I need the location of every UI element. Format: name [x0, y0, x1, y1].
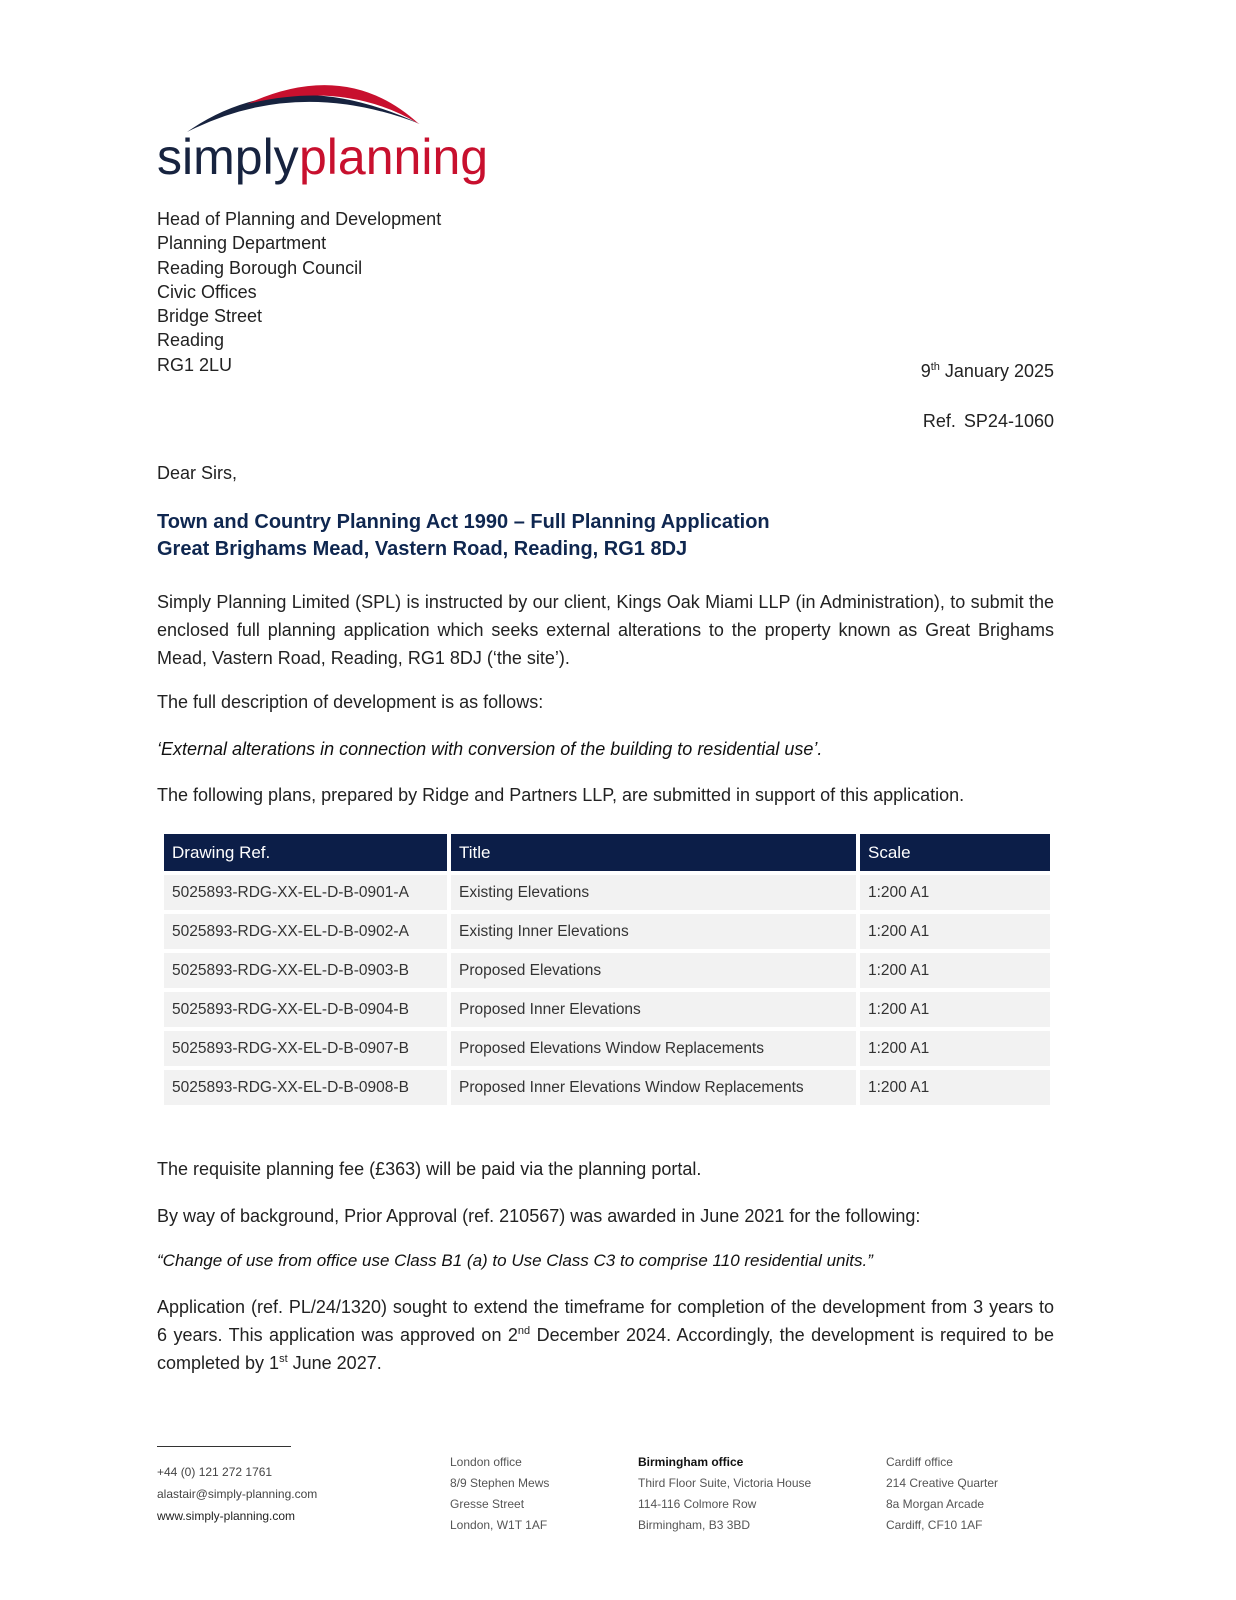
address-line: Bridge Street — [157, 306, 263, 327]
address-line: Civic Offices — [157, 281, 257, 302]
table-row — [164, 875, 1050, 910]
recipient-address — [157, 207, 441, 377]
fee-paragraph: The requisite planning fee (£363) will be paid via the planning portal. — [157, 1159, 702, 1179]
cell-drawing-ref: 5025893-RDG-XX-EL-D-B-0904-B — [164, 992, 447, 1027]
date-rest: January 2025 — [939, 361, 1054, 381]
application-sup-nd: nd — [517, 1325, 531, 1337]
subject-heading — [157, 509, 770, 563]
date-suffix: th — [930, 361, 940, 373]
description-intro: The full description of development is as follows: — [157, 692, 544, 712]
cell-title: Proposed Inner Elevations Window Replacements — [451, 1070, 856, 1105]
cell-title: Proposed Elevations — [451, 953, 856, 988]
cell-scale: 1:200 A1 — [860, 1070, 1050, 1105]
footer-birmingham-office — [638, 1452, 811, 1536]
birmingham-address-line: Birmingham, B3 3BD — [638, 1518, 751, 1532]
cell-scale: 1:200 A1 — [860, 953, 1050, 988]
logo-text-simply: simply — [157, 129, 299, 185]
application-text-a: Application (ref. PL/24/1320) sought to extend the timeframe for completion of the development from 3 years to 6 years. This application was approved on 2 — [157, 1297, 1054, 1345]
cardiff-address-line: 214 Creative Quarter — [886, 1476, 999, 1490]
birmingham-address-line: Third Floor Suite, Victoria House — [638, 1476, 812, 1490]
footer-london-office — [450, 1452, 549, 1536]
address-line: Reading — [157, 330, 225, 351]
development-description: ‘External alterations in connection with conversion of the building to residential use’. — [157, 739, 823, 759]
cell-drawing-ref: 5025893-RDG-XX-EL-D-B-0901-A — [164, 875, 447, 910]
london-address-line: London, W1T 1AF — [450, 1518, 548, 1532]
logo-swoosh-red — [247, 85, 419, 124]
reference-value: SP24-1060 — [963, 411, 1054, 431]
letter-reference — [923, 411, 1054, 432]
background-paragraph: By way of background, Prior Approval (ref. 210567) was awarded in June 2021 for the following: — [157, 1206, 921, 1226]
intro-paragraph: Simply Planning Limited (SPL) is instructed by our client, Kings Oak Miami LLP (in Administration), to submit the enclosed full planning application which seeks external alterations to the property known as Great Brighams Mead, Vastern Road, Reading, RG1 8DJ (‘the site’). — [157, 592, 1054, 668]
cell-drawing-ref: 5025893-RDG-XX-EL-D-B-0908-B — [164, 1070, 447, 1105]
footer-cardiff-office — [886, 1452, 998, 1536]
date-day: 9 — [920, 361, 931, 381]
cell-scale: 1:200 A1 — [860, 992, 1050, 1027]
cardiff-address-line: 8a Morgan Arcade — [886, 1497, 985, 1511]
header-scale: Scale — [860, 834, 1050, 871]
footer-website[interactable]: www.simply-planning.com — [157, 1509, 296, 1523]
footer-divider — [157, 1446, 291, 1447]
address-line: Reading Borough Council — [157, 257, 363, 278]
cell-drawing-ref: 5025893-RDG-XX-EL-D-B-0907-B — [164, 1031, 447, 1066]
address-line: RG1 2LU — [157, 354, 233, 375]
london-office-title: London office — [450, 1455, 522, 1469]
cell-drawing-ref: 5025893-RDG-XX-EL-D-B-0903-B — [164, 953, 447, 988]
birmingham-office-title: Birmingham office — [638, 1455, 744, 1469]
cell-scale: 1:200 A1 — [860, 1031, 1050, 1066]
cell-scale: 1:200 A1 — [860, 875, 1050, 910]
table-row — [164, 953, 1050, 988]
footer-contact — [157, 1461, 317, 1527]
header-title: Title — [451, 834, 856, 871]
address-line: Planning Department — [157, 233, 327, 254]
table-row — [164, 914, 1050, 949]
application-text-b: December 2024. Accordingly, the development is required to be completed by 1 — [157, 1325, 1054, 1373]
cell-title: Existing Elevations — [451, 875, 856, 910]
cell-title: Existing Inner Elevations — [451, 914, 856, 949]
birmingham-address-line: 114-116 Colmore Row — [638, 1497, 757, 1511]
company-logo — [157, 74, 497, 192]
table-row — [164, 992, 1050, 1027]
logo-text-planning: planning — [299, 129, 489, 185]
header-drawing-ref: Drawing Ref. — [164, 834, 447, 871]
application-text-c: June 2027. — [287, 1353, 382, 1373]
cardiff-office-title: Cardiff office — [886, 1455, 953, 1469]
salutation: Dear Sirs, — [157, 463, 238, 483]
plans-table — [160, 830, 1054, 1109]
subject-line-1: Town and Country Planning Act 1990 – Full Planning Application — [157, 511, 770, 533]
letter-date — [921, 361, 1054, 382]
footer-email[interactable]: alastair@simply-planning.com — [157, 1487, 318, 1501]
subject-line-2: Great Brighams Mead, Vastern Road, Reading, RG1 8DJ — [157, 538, 688, 560]
application-sup-st: st — [279, 1353, 288, 1365]
footer-phone: +44 (0) 121 272 1761 — [157, 1465, 273, 1479]
prior-approval-quote: “Change of use from office use Class B1 (a) to Use Class C3 to comprise 110 residential units.” — [157, 1251, 873, 1270]
logo-mark — [157, 74, 497, 192]
cardiff-address-line: Cardiff, CF10 1AF — [886, 1518, 983, 1532]
address-line: Head of Planning and Development — [157, 209, 442, 229]
cell-title: Proposed Inner Elevations — [451, 992, 856, 1027]
table-header-row — [164, 834, 1050, 871]
application-paragraph — [157, 1293, 1054, 1377]
reference-label: Ref. — [922, 411, 956, 431]
london-address-line: 8/9 Stephen Mews — [450, 1476, 550, 1490]
london-address-line: Gresse Street — [450, 1497, 525, 1511]
cell-drawing-ref: 5025893-RDG-XX-EL-D-B-0902-A — [164, 914, 447, 949]
table-row — [164, 1070, 1050, 1105]
cell-scale: 1:200 A1 — [860, 914, 1050, 949]
plans-intro: The following plans, prepared by Ridge and Partners LLP, are submitted in support of this application. — [157, 785, 965, 805]
table-row — [164, 1031, 1050, 1066]
cell-title: Proposed Elevations Window Replacements — [451, 1031, 856, 1066]
